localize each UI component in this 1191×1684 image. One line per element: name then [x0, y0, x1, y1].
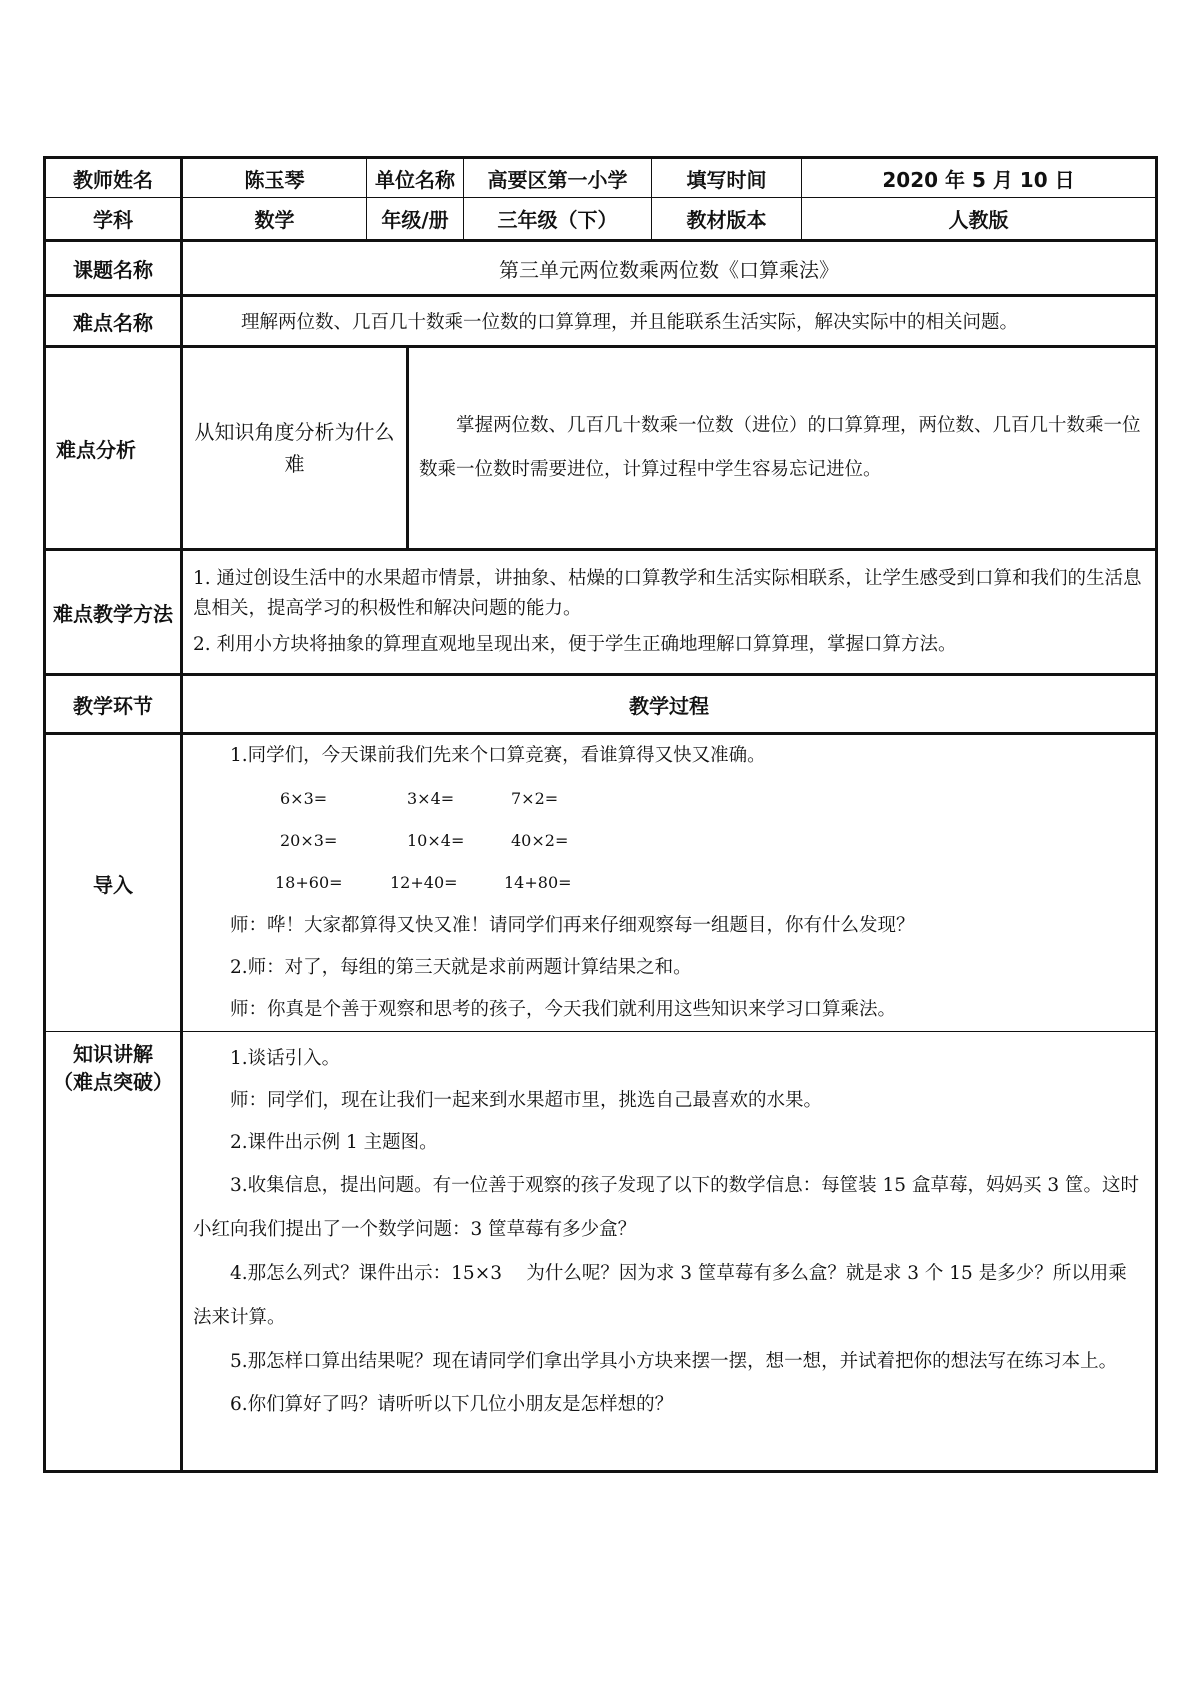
- teacher-name-label: 教师姓名: [45, 158, 182, 198]
- knowledge-line: 3.收集信息，提出问题。有一位善于观察的孩子发现了以下的数学信息：每筐装 15 盒草莓，妈妈买 3 筐。这时小红向我们提出了一个数学问题：3 筐草莓有多少盒？: [193, 1175, 1139, 1240]
- process-header-row: [45, 675, 1157, 734]
- intro-line: 师：你真是个善于观察和思考的孩子，今天我们就利用这些知识来学习口算乘法。: [230, 999, 897, 1020]
- exercise-item: 10×4=: [407, 830, 465, 850]
- method-item-2: 2. 利用小方块将抽象的算理直观地呈现出来，便于学生正确地理解口算算理，掌握口算方法。: [193, 634, 957, 655]
- teacher-name-value: 陈玉琴: [182, 158, 367, 198]
- grade-label: 年级/册: [367, 198, 464, 241]
- exercise-item: 6×3=: [280, 788, 328, 808]
- exercise-item: 40×2=: [511, 830, 569, 850]
- topic-row: [45, 241, 1157, 296]
- lesson-plan-table: [43, 156, 1158, 1473]
- intro-row: [45, 734, 1157, 1032]
- knowledge-line: 6.你们算好了吗？请听听以下几位小朋友是怎样想的？: [230, 1394, 674, 1415]
- header-row-2: [45, 198, 1157, 241]
- exercise-item: 12+40=: [390, 872, 458, 892]
- analysis-row: [45, 347, 1157, 550]
- intro-line-1: 1.同学们，今天课前我们先来个口算竞赛，看谁算得又快又准确。: [230, 745, 766, 766]
- process-step-header: 教学环节: [45, 675, 182, 734]
- method-item-1: 1. 通过创设生活中的水果超市情景，讲抽象、枯燥的口算教学和生活实际相联系，让学生感受到口算和我们的生活息息相关，提高学习的积极性和解决问题的能力。: [193, 568, 1142, 619]
- knowledge-label: 知识讲解: [73, 1042, 153, 1066]
- edition-value: 人教版: [802, 198, 1157, 241]
- knowledge-line: 4.那怎么列式？课件出示：15×3 为什么呢？因为求 3 筐草莓有多么盒？就是求 3 个 15 是多少？所以用乘法来计算。: [193, 1263, 1127, 1328]
- exercise-item: 14+80=: [504, 872, 572, 892]
- edition-label: 教材版本: [652, 198, 802, 241]
- difficulty-row: [45, 296, 1157, 347]
- grade-value: 三年级（下）: [464, 198, 652, 241]
- unit-value: 高要区第一小学: [464, 158, 652, 198]
- intro-label: 导入: [45, 734, 182, 1032]
- exercise-item: 18+60=: [275, 872, 343, 892]
- knowledge-line: 师：同学们，现在让我们一起来到水果超市里，挑选自己最喜欢的水果。: [230, 1090, 823, 1111]
- intro-line: 2.师：对了，每组的第三天就是求前两题计算结果之和。: [230, 957, 692, 978]
- difficulty-value: 理解两位数、几百几十数乘一位数的口算算理，并且能联系生活实际，解决实际中的相关问题。: [182, 296, 1157, 347]
- exercise-item: 3×4=: [407, 788, 455, 808]
- analysis-label: 难点分析: [45, 347, 182, 550]
- difficulty-label: 难点名称: [45, 296, 182, 347]
- topic-label: 课题名称: [45, 241, 182, 296]
- knowledge-sublabel: （难点突破）: [53, 1070, 173, 1094]
- knowledge-line: 1.谈话引入。: [230, 1048, 341, 1069]
- exercise-item: 20×3=: [280, 830, 338, 850]
- topic-value: 第三单元两位数乘两位数《口算乘法》: [182, 241, 1157, 296]
- knowledge-line: 2.课件出示例 1 主题图。: [230, 1132, 438, 1153]
- process-header: 教学过程: [182, 675, 1157, 734]
- exercise-item: 7×2=: [511, 788, 559, 808]
- method-row: [45, 550, 1157, 675]
- intro-line: 师：哗！大家都算得又快又准！请同学们再来仔细观察每一组题目，你有什么发现？: [230, 915, 915, 936]
- knowledge-line: 5.那怎样口算出结果呢？现在请同学们拿出学具小方块来摆一摆，想一想，并试着把你的想法写在练习本上。: [230, 1351, 1118, 1372]
- analysis-angle: 从知识角度分析为什么难: [183, 348, 408, 548]
- header-row-1: [45, 158, 1157, 198]
- exercise-row: [193, 777, 1145, 819]
- exercise-row: [193, 819, 1145, 861]
- exercise-row: [193, 861, 1145, 903]
- knowledge-row: [45, 1032, 1157, 1472]
- subject-value: 数学: [182, 198, 367, 241]
- fill-time-label: 填写时间: [652, 158, 802, 198]
- exercise-grid: [193, 777, 1145, 903]
- lesson-plan-sheet: [43, 156, 1155, 1473]
- analysis-text: 掌握两位数、几百几十数乘一位数（进位）的口算算理，两位数、几百几十数乘一位数乘一位数时需要进位，计算过程中学生容易忘记进位。: [419, 415, 1141, 480]
- fill-time-value: 2020 年 5 月 10 日: [802, 158, 1157, 198]
- subject-label: 学科: [45, 198, 182, 241]
- method-label: 难点教学方法: [45, 550, 182, 675]
- unit-label: 单位名称: [367, 158, 464, 198]
